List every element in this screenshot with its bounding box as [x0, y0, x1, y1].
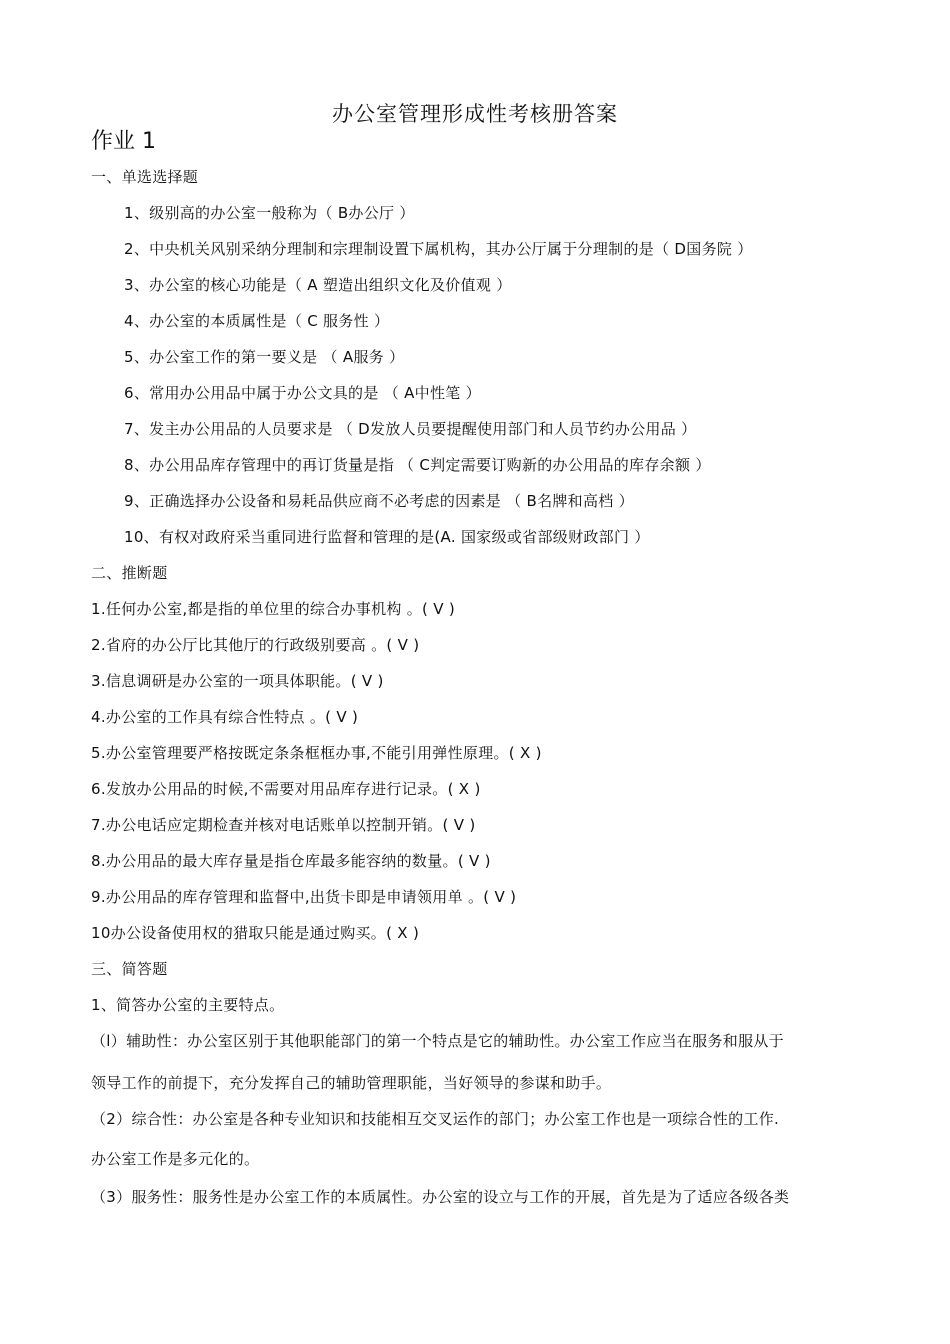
short-answer-question: 1、简答办公室的主要特点。	[91, 996, 285, 1014]
single-choice-item: 7、发主办公用品的人员要求是 （ D发放人员要提醒使用部门和人员节约办公用品 ）	[124, 420, 697, 438]
judgement-item: 2.省府的办公厅比其他厅的行政级别要高 。( V )	[91, 636, 420, 654]
answer-paragraph-line: （3）服务性：服务性是办公室工作的本质属性。办公室的设立与工作的开展，首先是为了适应各级各类	[91, 1188, 790, 1206]
single-choice-item: 6、常用办公用品中属于办公文具的是 （ A中性笔 ）	[124, 384, 481, 402]
judgement-item: 6.发放办公用品的时候,不需要对用品库存进行记录。( X )	[91, 780, 481, 798]
single-choice-item: 5、办公室工作的第一要义是 （ A服务 ）	[124, 348, 405, 366]
document-title: 办公室管理形成性考核册答案	[332, 102, 618, 126]
judgement-item: 1.任何办公室,都是指的单位里的综合办事机构 。( V )	[91, 600, 456, 618]
section-heading-short-answer: 三、简答题	[91, 960, 168, 978]
section-heading-judgement: 二、推断题	[91, 564, 168, 582]
single-choice-item: 10、有权对政府采当重同进行监督和管理的是(A. 国家级或省部级财政部门 ）	[124, 528, 650, 546]
single-choice-item: 2、中央机关风别采纳分理制和宗理制设置下属机构，其办公厅属于分理制的是（ D国务院 ）	[124, 240, 753, 258]
single-choice-item: 4、办公室的本质属性是（ C 服务性 ）	[124, 312, 390, 330]
homework-heading: 作业 1	[91, 129, 156, 154]
section-heading-single-choice: 一、单选选择题	[91, 168, 199, 186]
answer-paragraph-line: 办公室工作是多元化的。	[91, 1150, 260, 1168]
single-choice-item: 1、级别高的办公室一般称为（ B办公厅 ）	[124, 204, 415, 222]
judgement-item: 3.信息调研是办公室的一项具体职能。( V )	[91, 672, 384, 690]
judgement-item: 8.办公用品的最大库存量是指仓库最多能容纳的数量。( V )	[91, 852, 491, 870]
judgement-item: 4.办公室的工作具有综合性特点 。( V )	[91, 708, 359, 726]
answer-paragraph-line: 领导工作的前提下，充分发挥自己的辅助管理职能，当好领导的参谋和助手。	[91, 1074, 612, 1092]
answer-paragraph-line: （l）辅助性：办公室区别于其他职能部门的第一个特点是它的辅助性。办公室工作应当在服务和服从于	[91, 1032, 784, 1050]
judgement-item: 5.办公室管理要严格按既定条条框框办事,不能引用弹性原理。( X )	[91, 744, 542, 762]
judgement-item: 10办公设备使用权的猎取只能是通过购买。( X )	[91, 924, 420, 942]
judgement-item: 7.办公电话应定期检查并核对电话账单以控制开销。( V )	[91, 816, 476, 834]
single-choice-item: 8、办公用品库存管理中的再订货量是指 （ C判定需要订购新的办公用品的库存余额 ）	[124, 456, 711, 474]
judgement-item: 9.办公用品的库存管理和监督中,出货卡即是申请领用单 。( V )	[91, 888, 517, 906]
single-choice-item: 3、办公室的核心功能是（ A 塑造出组织文化及价值观 ）	[124, 276, 512, 294]
single-choice-item: 9、正确选择办公设备和易耗品供应商不必考虑的因素是 （ B名牌和高档 ）	[124, 492, 634, 510]
answer-paragraph-line: （2）综合性：办公室是各种专业知识和技能相互交叉运作的部门；办公室工作也是一项综合性的工作.	[91, 1110, 780, 1128]
